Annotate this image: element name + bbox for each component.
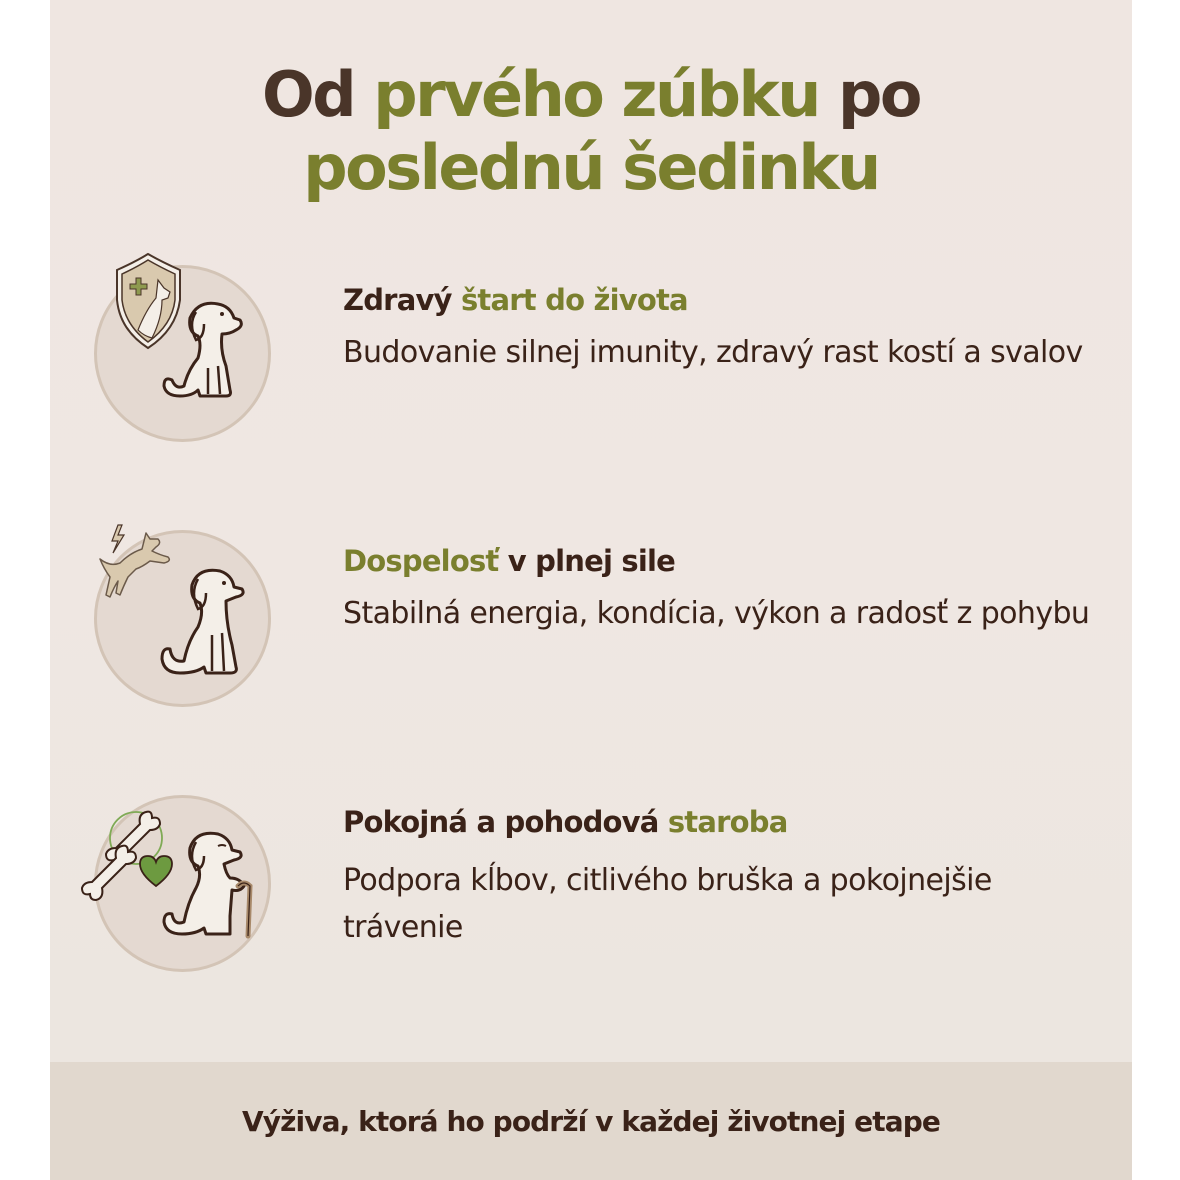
footer-tagline: Výživa, ktorá ho podrží v každej životnej etape <box>242 1104 940 1138</box>
title-dark-start: Od <box>262 58 374 131</box>
footer-band <box>50 1062 1132 1180</box>
stage-text <box>343 542 1103 637</box>
stage-text <box>343 281 1103 376</box>
page-title <box>50 58 1132 204</box>
title-dark-end: po <box>818 58 920 131</box>
stage-description: Budovanie silnej imunity, zdravý rast kostí a svalov <box>343 335 1083 370</box>
stage-text <box>343 803 1103 951</box>
infographic-panel <box>50 0 1132 1180</box>
adult-dog-with-jumping-dog-icon <box>80 505 280 705</box>
title-green-line2: poslednú šedinku <box>303 131 879 204</box>
stage-heading: Pokojná a pohodová staroba <box>343 805 788 839</box>
stage-heading: Zdravý štart do života <box>343 283 688 317</box>
stage-heading: Dospelosť v plnej sile <box>343 544 676 578</box>
stage-description: Podpora kĺbov, citlivého bruška a pokojnejšie trávenie <box>343 863 992 945</box>
title-green-line1: prvého zúbku <box>373 58 819 131</box>
senior-dog-with-cane-icon <box>80 770 280 970</box>
puppy-with-shield-icon <box>80 240 280 440</box>
stage-description: Stabilná energia, kondícia, výkon a radosť z pohybu <box>343 596 1090 631</box>
